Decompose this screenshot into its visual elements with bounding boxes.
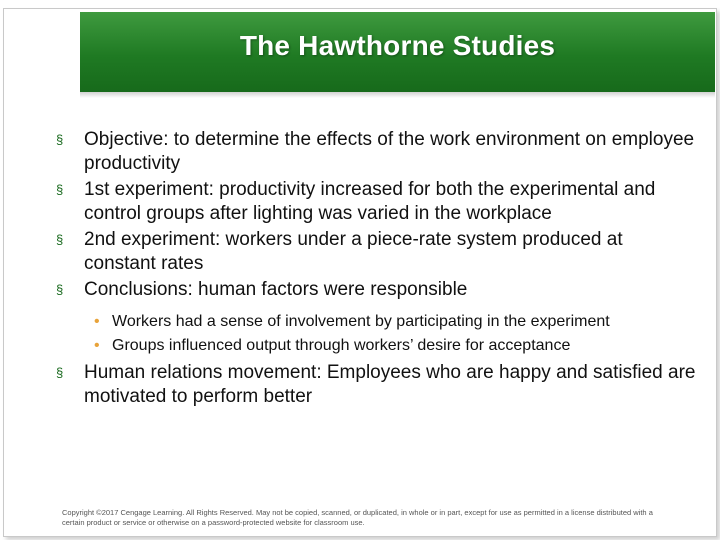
bullet-item — [56, 361, 696, 409]
sub-bullet-list — [56, 312, 696, 355]
dot-bullet-icon: • — [94, 337, 100, 354]
bullet-item — [56, 278, 696, 302]
sub-bullet-text: Groups influenced output through workers’ desire for acceptance — [112, 337, 571, 354]
bullet-item — [56, 178, 696, 226]
bullet-item — [56, 228, 696, 276]
dot-bullet-icon: • — [94, 313, 100, 330]
bullet-item — [56, 128, 696, 176]
sub-bullet-item — [56, 312, 696, 331]
slide-title: The Hawthorne Studies — [239, 30, 556, 61]
sub-bullet-text: Workers had a sense of involvement by participating in the experiment — [112, 313, 610, 330]
bullet-text: 2nd experiment: workers under a piece-rate system produced at constant rates — [84, 229, 623, 274]
bullet-text: 1st experiment: productivity increased for both the experimental and control groups after lighting was varied in the workplace — [84, 179, 656, 224]
square-bullet-icon: § — [56, 282, 64, 297]
sub-bullet-item — [56, 336, 696, 355]
square-bullet-icon: § — [56, 232, 64, 247]
copyright-footer: Copyright ©2017 Cengage Learning. All Rights Reserved. May not be copied, scanned, or duplicated, in whole or in part, except for use as permitted in a license distributed with a certain product or service or otherwise on a password-protected website for classroom use. — [62, 508, 653, 527]
square-bullet-icon: § — [56, 182, 64, 197]
bullet-text: Human relations movement: Employees who are happy and satisfied are motivated to perform better — [84, 362, 696, 407]
square-bullet-icon: § — [56, 365, 64, 380]
bullet-list — [56, 128, 696, 411]
square-bullet-icon: § — [56, 132, 64, 147]
bullet-text: Objective: to determine the effects of the work environment on employee productivity — [84, 129, 695, 174]
bullet-text: Conclusions: human factors were responsible — [84, 279, 468, 300]
